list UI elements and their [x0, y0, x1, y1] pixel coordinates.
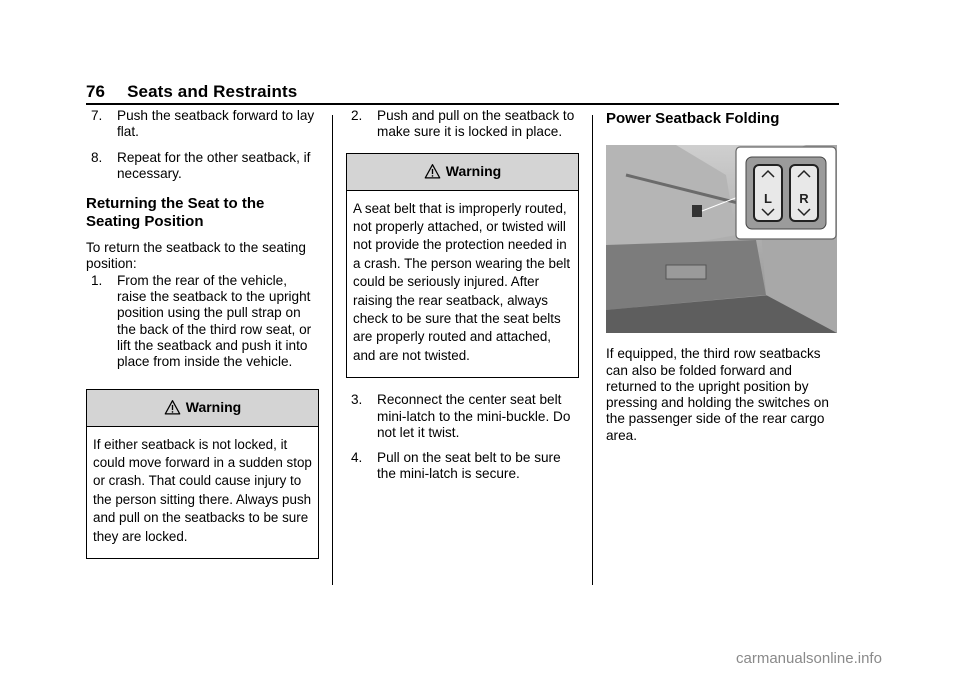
step-8: 8. Repeat for the other seatback, if necessary.	[91, 149, 311, 181]
warning-text: If either seatback is not locked, it could move forward in a sudden stop or crash. That could cause injury to the person sitting there. Always push and pull on the seatbacks to be sure they are locked.	[93, 436, 312, 544]
page-number: 76	[86, 82, 106, 101]
watermark: carmanualsonline.info	[736, 650, 882, 667]
cargo-area-photo	[606, 145, 837, 333]
warning-icon	[424, 163, 441, 180]
column-1	[86, 108, 319, 559]
power-seatback-body: If equipped, the third row seatbacks can also be folded forward and returned to the upright position by pressing and holding the switches on the passenger side of the rear cargo area.	[606, 346, 829, 443]
power-seatback-heading: Power Seatback Folding	[606, 110, 780, 127]
switch-left-label: L	[764, 191, 772, 207]
warning-box-seatbelt	[346, 153, 579, 379]
step-3: 3. Reconnect the center seat belt mini-latch to the mini-buckle. Do not let it twist.	[351, 392, 571, 440]
header-rule	[86, 103, 839, 105]
returning-intro: To return the seatback to the seating position:	[86, 240, 306, 272]
step-1: 1. From the rear of the vehicle, raise the seatback to the upright position using the pull strap on the back of the third row seat, or lift the seatback and push it into place from inside the vehicle.	[91, 272, 312, 370]
cargo-area-illustration	[606, 145, 837, 333]
warning-header: Warning	[347, 154, 578, 191]
step-7: 7. Push the seatback forward to lay flat.	[91, 108, 315, 140]
section-title: Seats and Restraints	[127, 82, 298, 101]
warning-text: A seat belt that is improperly routed, not properly attached, or twisted will not provide the protection needed in a crash. The person wearing the belt could be seriously injured. After raising the rear seatback, always check to be sure that the seat belts are properly routed and attached, and are not twisted.	[353, 200, 571, 363]
page-header	[86, 82, 297, 102]
column-2	[346, 108, 579, 492]
column-3	[606, 111, 841, 444]
warning-box-seatback	[86, 389, 319, 559]
column-divider-1	[332, 115, 333, 585]
step-4: 4. Pull on the seat belt to be sure the mini-latch is secure.	[351, 450, 561, 482]
warning-icon	[164, 399, 181, 416]
step-2: 2. Push and pull on the seatback to make sure it is locked in place.	[351, 108, 575, 140]
warning-header: Warning	[87, 390, 318, 427]
switch-right-label: R	[799, 191, 809, 207]
returning-seat-heading: Returning the Seat to the Seating Position	[86, 195, 265, 230]
column-divider-2	[592, 115, 593, 585]
